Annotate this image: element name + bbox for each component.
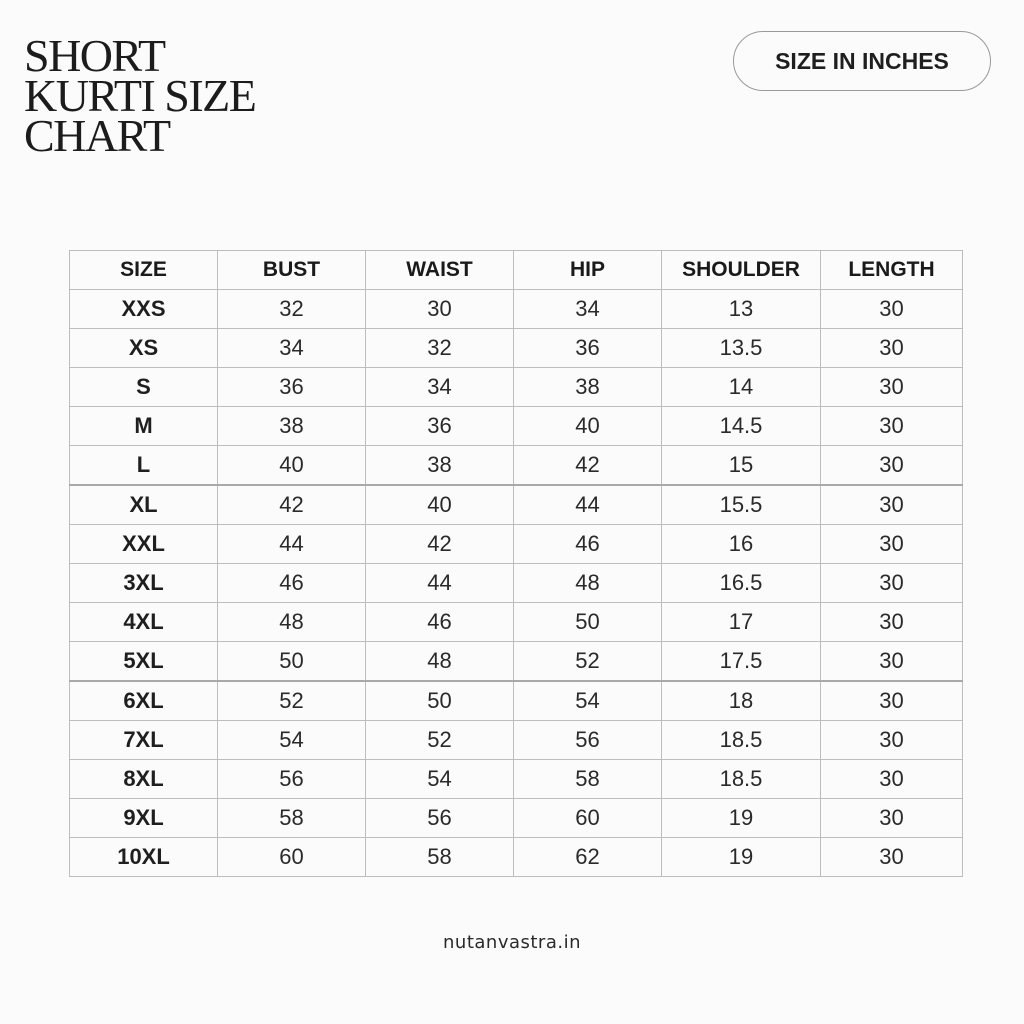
cell-bust: 56	[218, 760, 366, 799]
cell-size: 6XL	[70, 681, 218, 721]
table-row	[70, 329, 963, 368]
table-row	[70, 799, 963, 838]
cell-shoulder: 14	[662, 368, 821, 407]
cell-bust: 54	[218, 721, 366, 760]
table-row	[70, 525, 963, 564]
table-row	[70, 721, 963, 760]
website-url: nutanvastra.in	[443, 932, 581, 953]
column-header-size: SIZE	[70, 251, 218, 290]
table-row	[70, 485, 963, 525]
cell-waist: 58	[366, 838, 514, 877]
cell-hip: 36	[514, 329, 662, 368]
table-row	[70, 407, 963, 446]
cell-bust: 42	[218, 485, 366, 525]
cell-shoulder: 18	[662, 681, 821, 721]
cell-size: 9XL	[70, 799, 218, 838]
cell-waist: 30	[366, 290, 514, 329]
cell-size: XXL	[70, 525, 218, 564]
cell-length: 30	[821, 290, 963, 329]
column-header-waist: WAIST	[366, 251, 514, 290]
cell-bust: 34	[218, 329, 366, 368]
cell-size: 8XL	[70, 760, 218, 799]
cell-shoulder: 15	[662, 446, 821, 486]
cell-bust: 44	[218, 525, 366, 564]
cell-hip: 40	[514, 407, 662, 446]
cell-length: 30	[821, 681, 963, 721]
cell-shoulder: 16	[662, 525, 821, 564]
column-header-shoulder: SHOULDER	[662, 251, 821, 290]
cell-bust: 38	[218, 407, 366, 446]
cell-waist: 40	[366, 485, 514, 525]
cell-size: 7XL	[70, 721, 218, 760]
cell-shoulder: 17.5	[662, 642, 821, 682]
table-row	[70, 838, 963, 877]
cell-length: 30	[821, 525, 963, 564]
cell-shoulder: 13	[662, 290, 821, 329]
cell-waist: 56	[366, 799, 514, 838]
size-chart-table	[69, 250, 963, 877]
cell-shoulder: 18.5	[662, 760, 821, 799]
cell-shoulder: 18.5	[662, 721, 821, 760]
title-line-2: KURTI SIZE	[24, 70, 256, 121]
cell-hip: 50	[514, 603, 662, 642]
cell-length: 30	[821, 603, 963, 642]
cell-hip: 44	[514, 485, 662, 525]
cell-waist: 50	[366, 681, 514, 721]
table-row	[70, 681, 963, 721]
table-body	[70, 290, 963, 877]
title-line-1: SHORT	[24, 30, 165, 81]
cell-waist: 52	[366, 721, 514, 760]
table-row	[70, 760, 963, 799]
cell-length: 30	[821, 485, 963, 525]
cell-hip: 38	[514, 368, 662, 407]
cell-size: L	[70, 446, 218, 486]
cell-bust: 50	[218, 642, 366, 682]
cell-bust: 46	[218, 564, 366, 603]
cell-waist: 42	[366, 525, 514, 564]
title-line-3: CHART	[24, 110, 170, 161]
cell-size: 5XL	[70, 642, 218, 682]
cell-length: 30	[821, 446, 963, 486]
table-header-row	[70, 251, 963, 290]
cell-hip: 52	[514, 642, 662, 682]
cell-waist: 54	[366, 760, 514, 799]
cell-hip: 48	[514, 564, 662, 603]
cell-length: 30	[821, 407, 963, 446]
cell-size: 10XL	[70, 838, 218, 877]
table-row	[70, 642, 963, 682]
cell-size: XXS	[70, 290, 218, 329]
cell-length: 30	[821, 799, 963, 838]
page-title	[24, 30, 256, 161]
cell-bust: 60	[218, 838, 366, 877]
cell-hip: 56	[514, 721, 662, 760]
column-header-length: LENGTH	[821, 251, 963, 290]
cell-bust: 48	[218, 603, 366, 642]
cell-shoulder: 16.5	[662, 564, 821, 603]
table-row	[70, 564, 963, 603]
table-row	[70, 603, 963, 642]
cell-length: 30	[821, 642, 963, 682]
table-row	[70, 290, 963, 329]
cell-length: 30	[821, 760, 963, 799]
cell-bust: 40	[218, 446, 366, 486]
column-header-bust: BUST	[218, 251, 366, 290]
cell-length: 30	[821, 838, 963, 877]
cell-hip: 58	[514, 760, 662, 799]
cell-size: 4XL	[70, 603, 218, 642]
cell-hip: 62	[514, 838, 662, 877]
table-row	[70, 368, 963, 407]
cell-shoulder: 19	[662, 799, 821, 838]
cell-hip: 34	[514, 290, 662, 329]
table-row	[70, 446, 963, 486]
size-unit-badge: SIZE IN INCHES	[733, 31, 991, 91]
cell-bust: 52	[218, 681, 366, 721]
cell-hip: 60	[514, 799, 662, 838]
cell-length: 30	[821, 721, 963, 760]
cell-hip: 46	[514, 525, 662, 564]
cell-shoulder: 13.5	[662, 329, 821, 368]
cell-waist: 32	[366, 329, 514, 368]
cell-shoulder: 17	[662, 603, 821, 642]
cell-shoulder: 19	[662, 838, 821, 877]
cell-waist: 44	[366, 564, 514, 603]
cell-size: M	[70, 407, 218, 446]
cell-length: 30	[821, 329, 963, 368]
column-header-hip: HIP	[514, 251, 662, 290]
cell-size: 3XL	[70, 564, 218, 603]
cell-waist: 36	[366, 407, 514, 446]
cell-waist: 46	[366, 603, 514, 642]
cell-bust: 36	[218, 368, 366, 407]
cell-length: 30	[821, 564, 963, 603]
cell-bust: 58	[218, 799, 366, 838]
cell-waist: 34	[366, 368, 514, 407]
cell-length: 30	[821, 368, 963, 407]
cell-size: S	[70, 368, 218, 407]
cell-waist: 48	[366, 642, 514, 682]
cell-bust: 32	[218, 290, 366, 329]
cell-shoulder: 14.5	[662, 407, 821, 446]
cell-hip: 54	[514, 681, 662, 721]
cell-waist: 38	[366, 446, 514, 486]
cell-shoulder: 15.5	[662, 485, 821, 525]
cell-size: XS	[70, 329, 218, 368]
cell-size: XL	[70, 485, 218, 525]
cell-hip: 42	[514, 446, 662, 486]
